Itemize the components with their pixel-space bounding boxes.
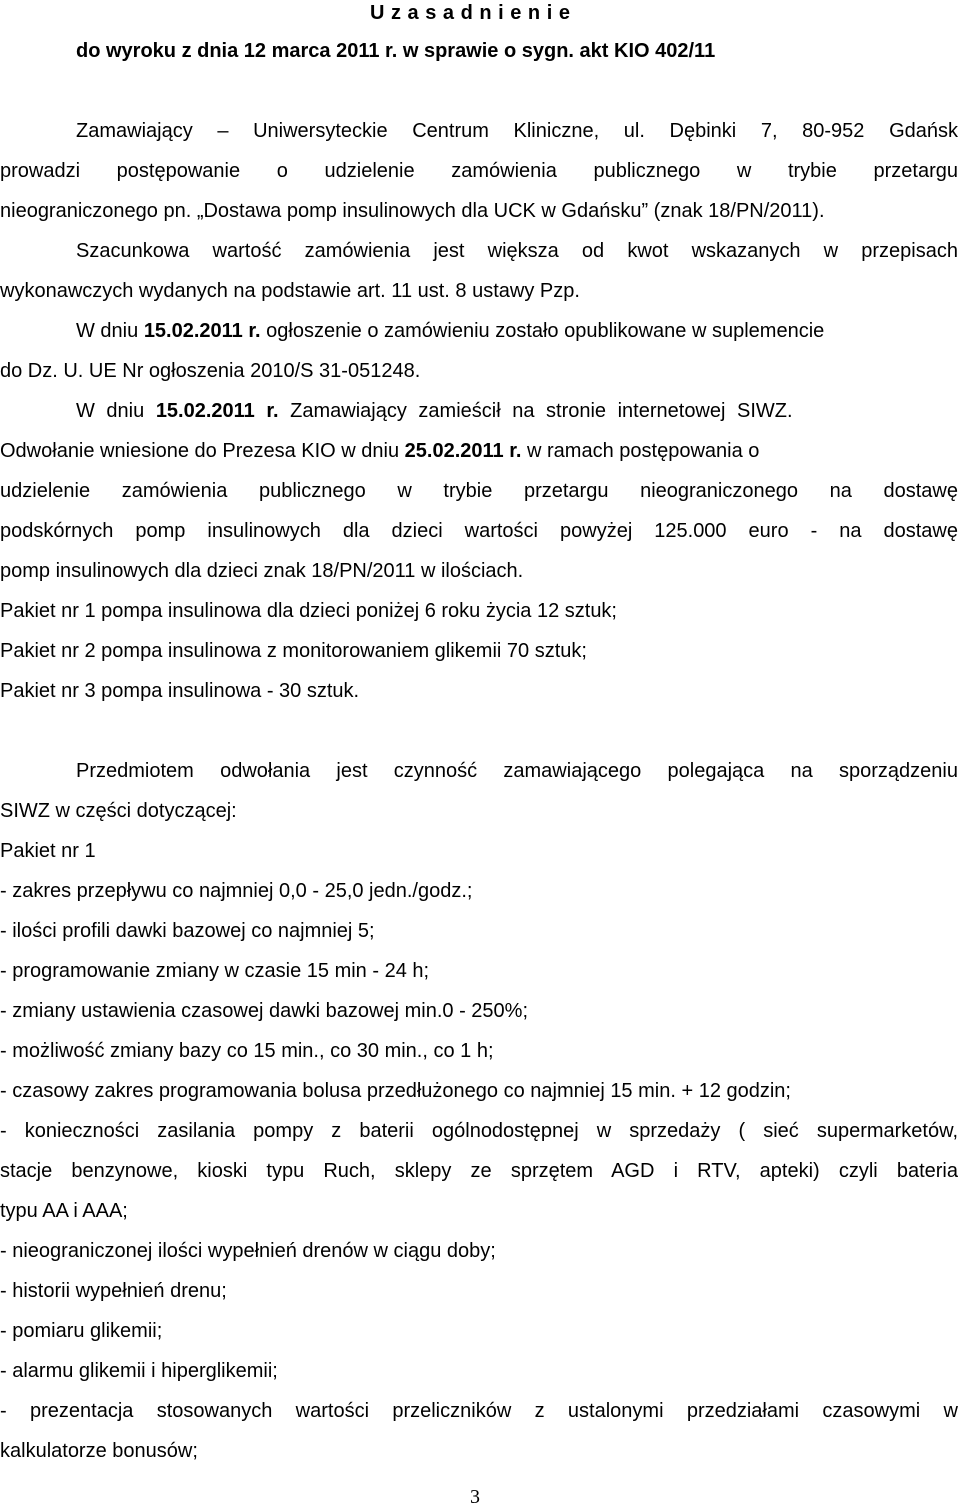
requirement-item: - możliwość zmiany bazy co 15 min., co 30 min., co 1 h;: [0, 1040, 494, 1062]
intro-line-4: Szacunkowa wartość zamówienia jest większa od kwot wskazanych w przepisach: [76, 240, 958, 262]
document-title: U z a s a d n i e n i e: [370, 2, 571, 24]
requirement-item: - pomiaru glikemii;: [0, 1320, 163, 1342]
requirement-item: - alarmu glikemii i hiperglikemii;: [0, 1360, 278, 1382]
intro-line-9-prefix: Odwołanie wniesione do Prezesa KIO w dniu: [0, 440, 405, 462]
intro-line-7: do Dz. U. UE Nr ogłoszenia 2010/S 31-051248.: [0, 360, 421, 382]
requirement-item: typu AA i AAA;: [0, 1200, 128, 1222]
requirement-item: - czasowy zakres programowania bolusa przedłużonego co najmniej 15 min. + 12 godzin;: [0, 1080, 791, 1102]
requirement-item: stacje benzynowe, kioski typu Ruch, sklepy ze sprzętem AGD i RTV, apteki) czyli bateria: [0, 1160, 958, 1182]
subject-line-2: SIWZ w części dotyczącej:: [0, 800, 237, 822]
intro-line-6: [0, 318, 958, 344]
intro-line-8-date: 15.02.2011 r.: [155, 400, 279, 422]
package-2: Pakiet nr 2 pompa insulinowa z monitorowaniem glikemii 70 sztuk;: [0, 640, 587, 662]
intro-line-9-suffix: w ramach postępowania o: [521, 440, 760, 462]
subject-line-1: Przedmiotem odwołania jest czynność zamawiającego polegająca na sporządzeniu: [76, 760, 958, 782]
requirement-item: - zakres przepływu co najmniej 0,0 - 25,0 jedn./godz.;: [0, 880, 473, 902]
package-1: Pakiet nr 1 pompa insulinowa dla dzieci poniżej 6 roku życia 12 sztuk;: [0, 600, 617, 622]
intro-line-10: udzielenie zamówienia publicznego w trybie przetargu nieograniczonego na dostawę: [0, 480, 958, 502]
requirement-item: - ilości profili dawki bazowej co najmniej 5;: [0, 920, 375, 942]
intro-line-5: wykonawczych wydanych na podstawie art. 11 ust. 8 ustawy Pzp.: [0, 280, 580, 302]
intro-line-6-prefix: W dniu: [76, 320, 144, 342]
intro-line-6-date: 15.02.2011 r.: [143, 320, 261, 342]
intro-line-9-date: 25.02.2011 r.: [404, 440, 522, 462]
requirement-item: - programowanie zmiany w czasie 15 min - 24 h;: [0, 960, 430, 982]
intro-line-8: [0, 398, 958, 424]
page-number: 3: [470, 1486, 480, 1508]
document-subtitle: do wyroku z dnia 12 marca 2011 r. w sprawie o sygn. akt KIO 402/11: [76, 40, 716, 62]
subject-line-3: Pakiet nr 1: [0, 840, 96, 862]
requirement-item: - nieograniczonej ilości wypełnień drenów w ciągu doby;: [0, 1240, 496, 1262]
intro-line-3: nieograniczonego pn. „Dostawa pomp insulinowych dla UCK w Gdańsku” (znak 18/PN/2011).: [0, 200, 825, 222]
intro-line-8-prefix: W dniu: [76, 400, 156, 422]
requirement-item: - prezentacja stosowanych wartości przeliczników z ustalonymi przedziałami czasowymi w: [0, 1400, 958, 1422]
requirement-item: - konieczności zasilania pompy z baterii ogólnodostępnej w sprzedaży ( sieć supermarketów,: [0, 1120, 958, 1142]
intro-line-8-suffix: Zamawiający zamieścił na stronie internetowej SIWZ.: [278, 400, 793, 422]
requirement-item: kalkulatorze bonusów;: [0, 1440, 198, 1462]
intro-line-9: [0, 438, 958, 464]
package-3: Pakiet nr 3 pompa insulinowa - 30 sztuk.: [0, 680, 360, 702]
intro-line-6-suffix: ogłoszenie o zamówieniu zostało opublikowane w suplemencie: [260, 320, 825, 342]
requirement-item: - historii wypełnień drenu;: [0, 1280, 227, 1302]
requirement-item: - zmiany ustawienia czasowej dawki bazowej min.0 - 250%;: [0, 1000, 529, 1022]
intro-line-1: Zamawiający – Uniwersyteckie Centrum Kliniczne, ul. Dębinki 7, 80-952 Gdańsk: [76, 120, 958, 142]
intro-line-2: prowadzi postępowanie o udzielenie zamówienia publicznego w trybie przetargu: [0, 160, 958, 182]
intro-line-12: pomp insulinowych dla dzieci znak 18/PN/2011 w ilościach.: [0, 560, 524, 582]
intro-line-11: podskórnych pomp insulinowych dla dzieci wartości powyżej 125.000 euro - na dostawę: [0, 520, 958, 542]
